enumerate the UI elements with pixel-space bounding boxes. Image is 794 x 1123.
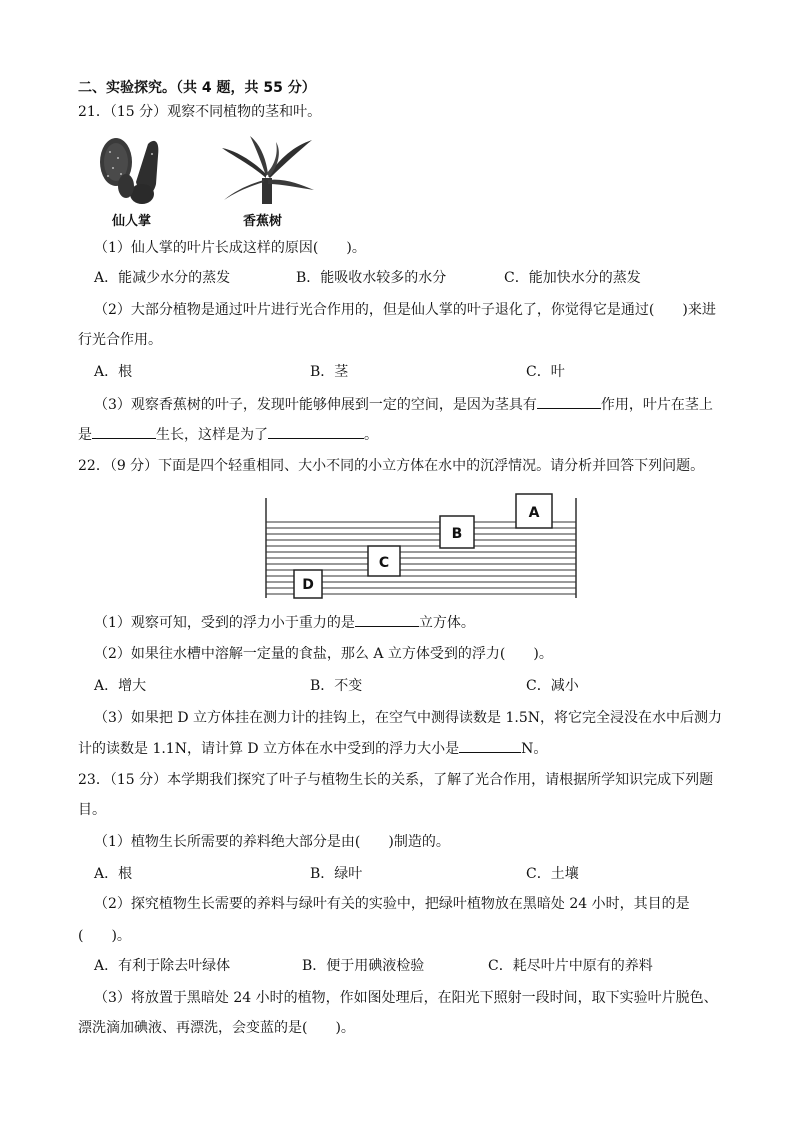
q22-sub2-option-c: C．减小 (526, 678, 579, 694)
q21-sub3-text-e: 。 (364, 427, 378, 443)
q21-sub3-blank-1[interactable] (537, 394, 601, 409)
q21-sub3-text-a: （3）观察香蕉树的叶子，发现叶能够伸展到一定的空间，是因为茎具有 (94, 397, 537, 413)
q22-stem: 22．（9 分）下面是四个轻重相同、大小不同的小立方体在水中的沉浮情况。请分析并回答下列问题。 (78, 458, 705, 474)
cube-c-label: C (378, 555, 390, 571)
q21-sub3-line2 (78, 424, 378, 445)
q21-sub1: （1）仙人掌的叶片长成这样的原因( )。 (94, 240, 366, 256)
q21-sub2-option-b: B．茎 (310, 364, 349, 380)
q22-sub2-option-a: A．增大 (94, 678, 147, 694)
q23-stem-line1: 23．（15 分）本学期我们探究了叶子与植物生长的关系，了解了光合作用，请根据所学知识完成下列题 (78, 772, 714, 788)
q21-sub3-blank-2[interactable] (92, 424, 156, 439)
banana-tree-label: 香蕉树 (243, 214, 283, 229)
q23-sub3-line2: 漂洗滴加碘液、再漂洗，会变蓝的是( )。 (78, 1020, 355, 1036)
q23-sub2-line2: ( )。 (78, 928, 131, 944)
q23-sub1-option-c: C．土壤 (526, 866, 579, 882)
q23-sub3-line1: （3）将放置于黑暗处 24 小时的植物，作如图处理后，在阳光下照射一段时间，取下实验叶片脱色、 (94, 990, 718, 1006)
banana-tree-figure (220, 134, 316, 208)
q21-sub2-line2: 行光合作用。 (78, 332, 162, 348)
q21-sub2-option-c: C．叶 (526, 364, 565, 380)
cube-d-label: D (302, 577, 314, 593)
q22-sub3-text-b: N。 (521, 741, 548, 757)
q23-sub1-option-a: A．根 (94, 866, 133, 882)
q21-sub2-option-a: A．根 (94, 364, 133, 380)
water-tank-figure (264, 490, 580, 600)
q23-sub2-option-b: B．便于用碘液检验 (302, 958, 425, 974)
q22-sub1-text-b: 立方体。 (418, 615, 475, 631)
q22-sub3-text-a: 计的读数是 1.1N，请计算 D 立方体在水中受到的浮力大小是 (78, 741, 460, 757)
q21-sub3-blank-3[interactable] (268, 424, 364, 439)
cube-b-label: B (451, 526, 463, 542)
q21-sub3-text-d: 生长，这样是为了 (156, 427, 268, 443)
q22-sub2: （2）如果往水槽中溶解一定量的食盐，那么 A 立方体受到的浮力( )。 (94, 646, 553, 662)
q22-sub1-blank[interactable] (355, 612, 419, 627)
q21-sub1-option-a: A．能减少水分的蒸发 (94, 270, 231, 286)
q22-sub1-text-a: （1）观察可知，受到的浮力小于重力的是 (94, 615, 355, 631)
q23-sub1: （1）植物生长所需要的养料绝大部分是由( )制造的。 (94, 834, 450, 850)
q23-sub2-line1: （2）探究植物生长需要的养料与绿叶有关的实验中，把绿叶植物放在黑暗处 24 小时，其目的是 (94, 896, 690, 912)
q23-sub2-option-c: C．耗尽叶片中原有的养料 (488, 958, 653, 974)
q21-sub3-text-b: 作用，叶片在茎上 (600, 397, 713, 413)
q21-sub3-line1 (94, 394, 713, 415)
q23-sub1-option-b: B．绿叶 (310, 866, 363, 882)
q22-sub3-line2 (78, 738, 547, 759)
q22-sub1 (94, 612, 475, 633)
section-title: 二、实验探究。（共 4 题，共 55 分） (78, 80, 316, 96)
q22-sub2-option-b: B．不变 (310, 678, 363, 694)
q21-sub3-text-c: 是 (78, 427, 92, 443)
q21-sub1-option-b: B．能吸收水较多的水分 (296, 270, 447, 286)
q23-sub2-option-a: A．有利于除去叶绿体 (94, 958, 231, 974)
q22-sub3-line1: （3）如果把 D 立方体挂在测力计的挂钩上，在空气中测得读数是 1.5N，将它完全浸没在水中后测力 (94, 710, 722, 726)
q21-sub1-option-c: C．能加快水分的蒸发 (504, 270, 641, 286)
cactus-figure (96, 134, 180, 206)
cactus-label: 仙人掌 (112, 214, 152, 229)
q22-sub3-blank[interactable] (459, 738, 521, 753)
q21-sub2-line1: （2）大部分植物是通过叶片进行光合作用的，但是仙人掌的叶子退化了，你觉得它是通过( )来进 (94, 302, 716, 318)
cube-a-label: A (528, 505, 540, 521)
q21-stem: 21．（15 分）观察不同植物的茎和叶。 (78, 104, 322, 120)
q23-stem-line2: 目。 (78, 802, 106, 818)
